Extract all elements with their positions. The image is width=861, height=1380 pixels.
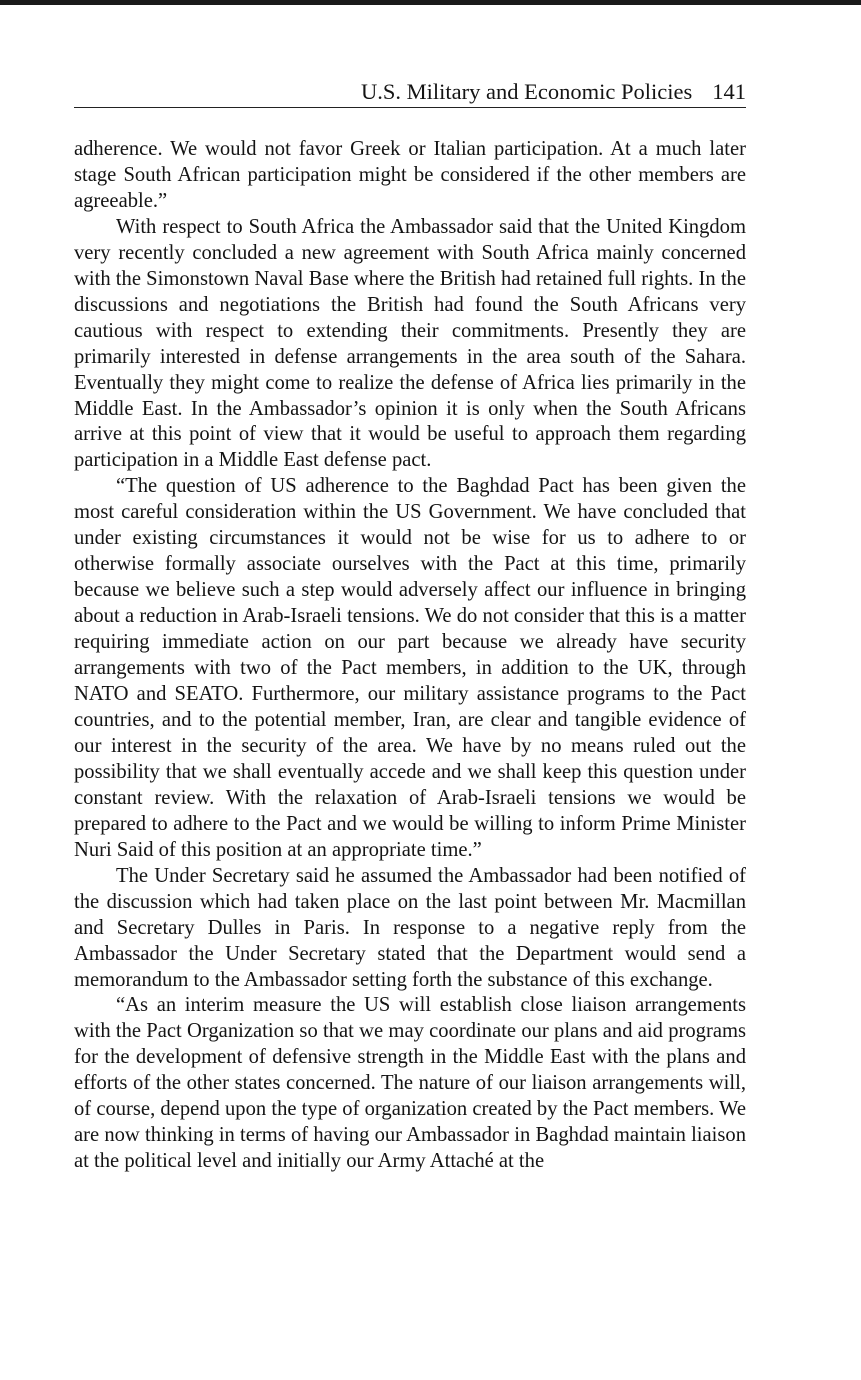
scan-top-border (0, 0, 861, 5)
running-title: U.S. Military and Economic Policies (361, 79, 693, 104)
book-page (74, 78, 746, 1175)
paragraph-continued: adherence. We would not favor Greek or Italian participation. At a much later stage South African participation might be considered if the other members are agreeable.” (74, 138, 746, 212)
paragraph: The Under Secretary said he assumed the Ambassador had been notified of the discussion which had taken place on the last point between Mr. Macmillan and Secretary Dulles in Paris. In response to a negative reply from the Ambassador the Under Secretary stated that the Department would send a memorandum to the Ambassador setting forth the substance of this exchange. (74, 864, 746, 991)
paragraph: “As an interim measure the US will establish close liaison arrangements with the Pact Organization so that we may coordinate our plans and aid programs for the development of defensive strength in the Middle East with the plans and efforts of the other states concerned. The nature of our liaison arrangements will, of course, depend upon the type of organization created by the Pact members. We are now thinking in terms of having our Ambassador in Baghdad maintain liaison at the political level and initially our Army Attaché at the (74, 994, 746, 1173)
paragraph: With respect to South Africa the Ambassador said that the United Kingdom very recently concluded a new agreement with South Africa mainly concerned with the Simonstown Naval Base where the British had retained full rights. In the discussions and negotiations the British had found the South Africans very cautious with respect to extending their commitments. Presently they are primarily interested in defense arrangements in the area south of the Sahara. Eventually they might come to realize the defense of Africa lies primarily in the Middle East. In the Ambassador’s opinion it is only when the South Africans arrive at this point of view that it would be useful to approach them regarding participation in a Middle East defense pact. (74, 215, 746, 472)
body-text (74, 137, 746, 1175)
paragraph: “The question of US adherence to the Baghdad Pact has been given the most careful consideration within the US Government. We have concluded that under existing circumstances it would not be wise for us to adhere to or otherwise formally associate ourselves with the Pact at this time, primarily because we believe such a step would adversely affect our influence in bringing about a reduction in Arab-Israeli tensions. We do not consider that this is a matter requiring immediate action on our part because we already have security arrangements with two of the Pact members, in addition to the UK, through NATO and SEATO. Furthermore, our military assistance programs to the Pact countries, and to the potential member, Iran, are clear and tangible evidence of our interest in the security of the area. We have by no means ruled out the possibility that we shall eventually accede and we shall keep this question under constant review. With the relaxation of Arab-Israeli tensions we would be prepared to adhere to the Pact and we would be willing to inform Prime Minister Nuri Said of this position at an appropriate time.” (74, 475, 746, 861)
page-number: 141 (712, 79, 746, 104)
running-header (74, 78, 746, 108)
